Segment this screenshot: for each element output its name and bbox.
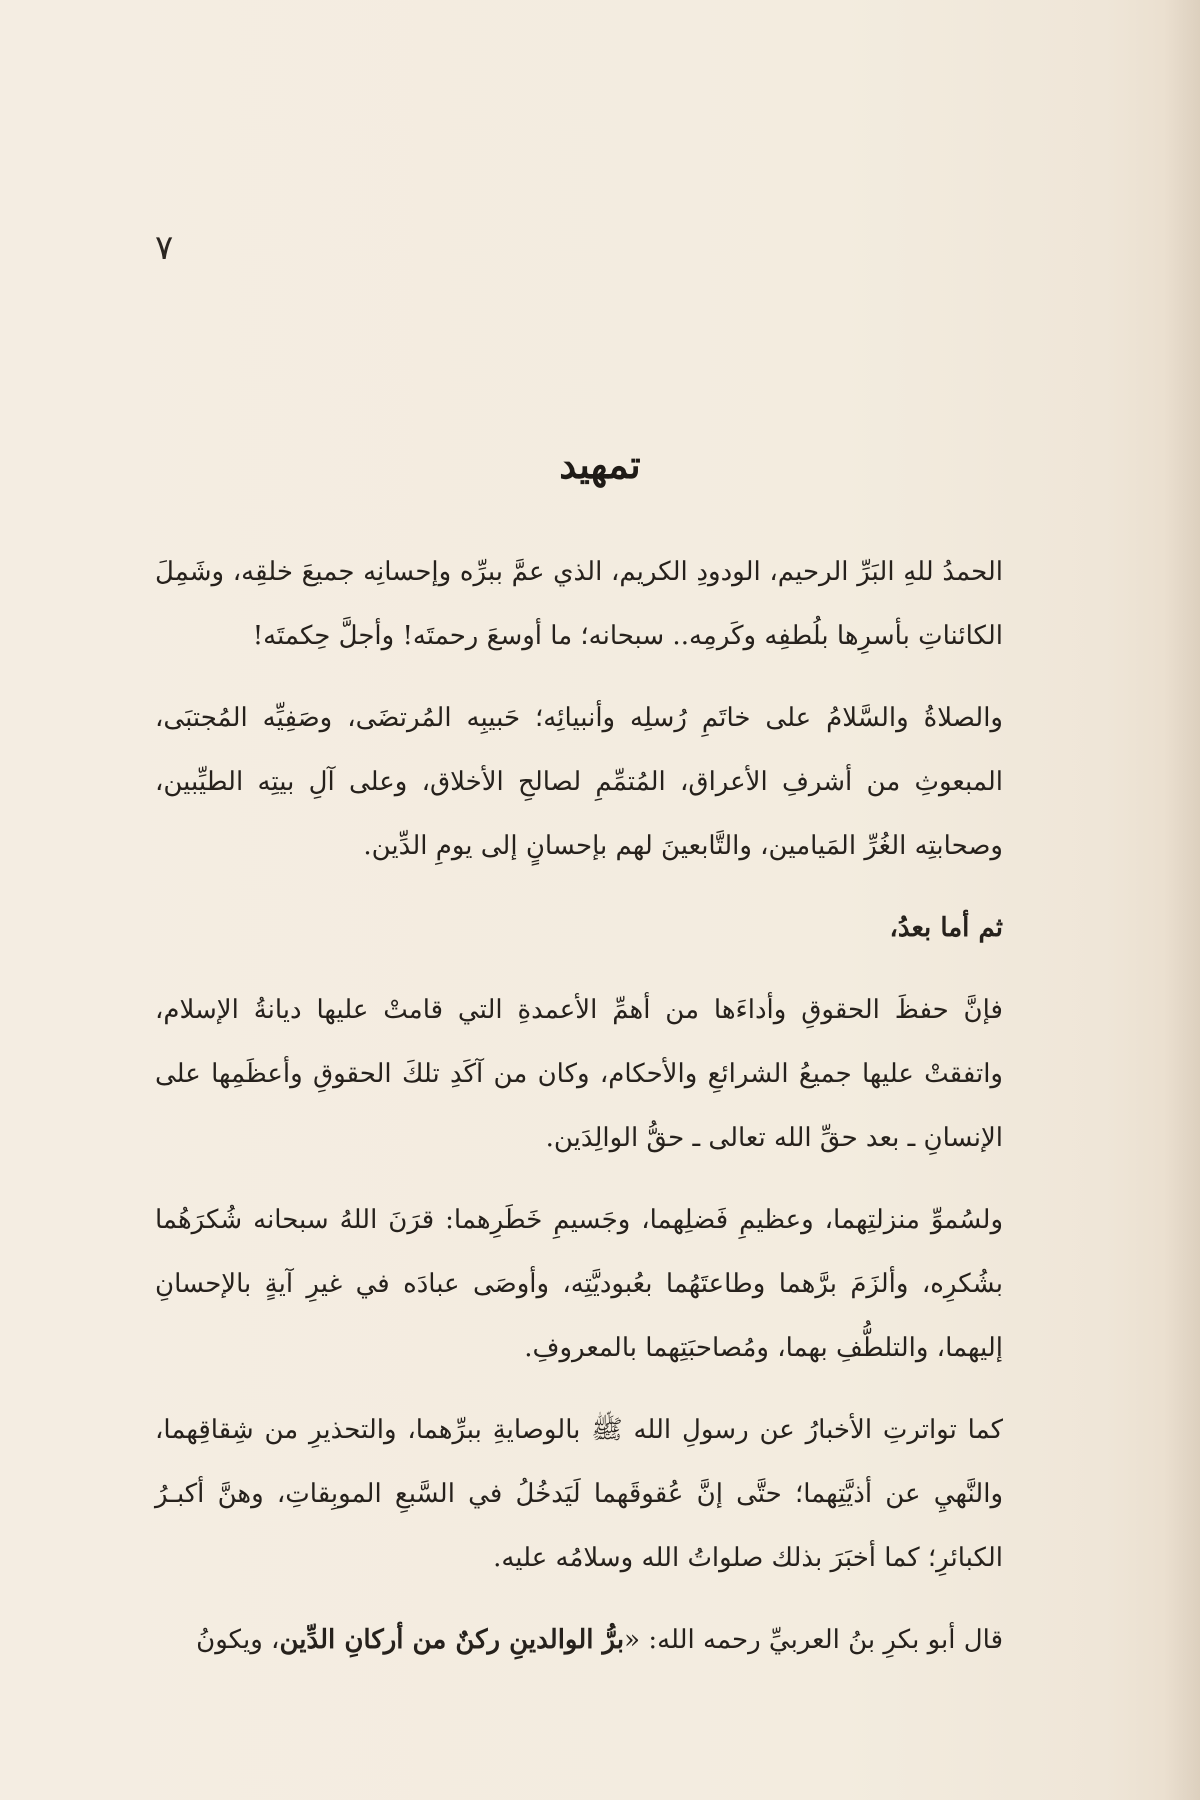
quote-intro: قال أبو بكرِ بنُ العربيِّ رحمه الله: « (624, 1625, 1003, 1655)
page-number: ٧ (155, 228, 174, 268)
quote-continuation: ، ويكونُ (196, 1625, 280, 1655)
paragraph-transition: ثم أما بعدُ، (889, 913, 1003, 943)
paragraph-quote (155, 1608, 1045, 1672)
paragraph-rights: فإنَّ حفظَ الحقوقِ وأداءَها من أهمِّ الأعمدةِ التي قامتْ عليها ديانةُ الإسلام، واتفقتْ عليها جميعُ الشرائعِ والأحكام، وكان من آكَدِ تلكَ الحقوقِ وأعظَمِها على الإنسانِ ـ بعد حقِّ الله تعالى ـ حقُّ الوالِدَين. (155, 995, 1003, 1153)
page-edge-shadow (1164, 0, 1200, 1800)
paragraph-status: ولسُموِّ منزلتِهما، وعظيمِ فَضلِهما، وجَسيمِ خَطَرِهما: قرَنَ اللهُ سبحانه شُكرَهُما بشُكرِه، وألزَمَ برَّهما وطاعتَهُما بعُبوديَّتِه، وأوصَى عبادَه في غيرِ آيةٍ بالإحسانِ إليهما، والتلطُّفِ بهما، ومُصاحبَتِهما بالمعروفِ. (155, 1205, 1003, 1363)
main-text (155, 540, 1045, 1690)
quote-bold: برُّ الوالدينِ ركنٌ من أركانِ الدِّين (279, 1625, 625, 1655)
section-title: تمهيد (559, 442, 641, 487)
paragraph-hadith: كما تواترتِ الأخبارُ عن رسولِ الله ﷺ بالوصايةِ ببرِّهما، والتحذيرِ من شِقاقِهما، والنَّهيِ عن أذيَّتِهما؛ حتَّى إنَّ عُقوقَهما لَيَدخُلُ في السَّبعِ الموبِقاتِ، وهنَّ أكبـرُ الكبائرِ؛ كما أخبَرَ بذلك صلواتُ الله وسلامُه عليه. (155, 1415, 1003, 1573)
paragraph-salutation: والصلاةُ والسَّلامُ على خاتَمِ رُسلِه وأنبيائِه؛ حَبيبِه المُرتضَى، وصَفِيِّه المُجتبَى، المبعوثِ من أشرفِ الأعراق، المُتمِّمِ لصالحِ الأخلاق، وعلى آلِ بيتِه الطيِّبين، وصحابتِه الغُرِّ المَيامين، والتَّابعينَ لهم بإحسانٍ إلى يومِ الدِّين. (155, 703, 1003, 861)
paragraph-praise: الحمدُ للهِ البَرِّ الرحيم، الودودِ الكريم، الذي عمَّ ببرِّه وإحسانِه جميعَ خلقِه، وشَمِلَ الكائناتِ بأسرِها بلُطفِه وكَرمِه.. سبحانه؛ ما أوسعَ رحمتَه! وأجلَّ حِكمتَه! (155, 557, 1003, 651)
